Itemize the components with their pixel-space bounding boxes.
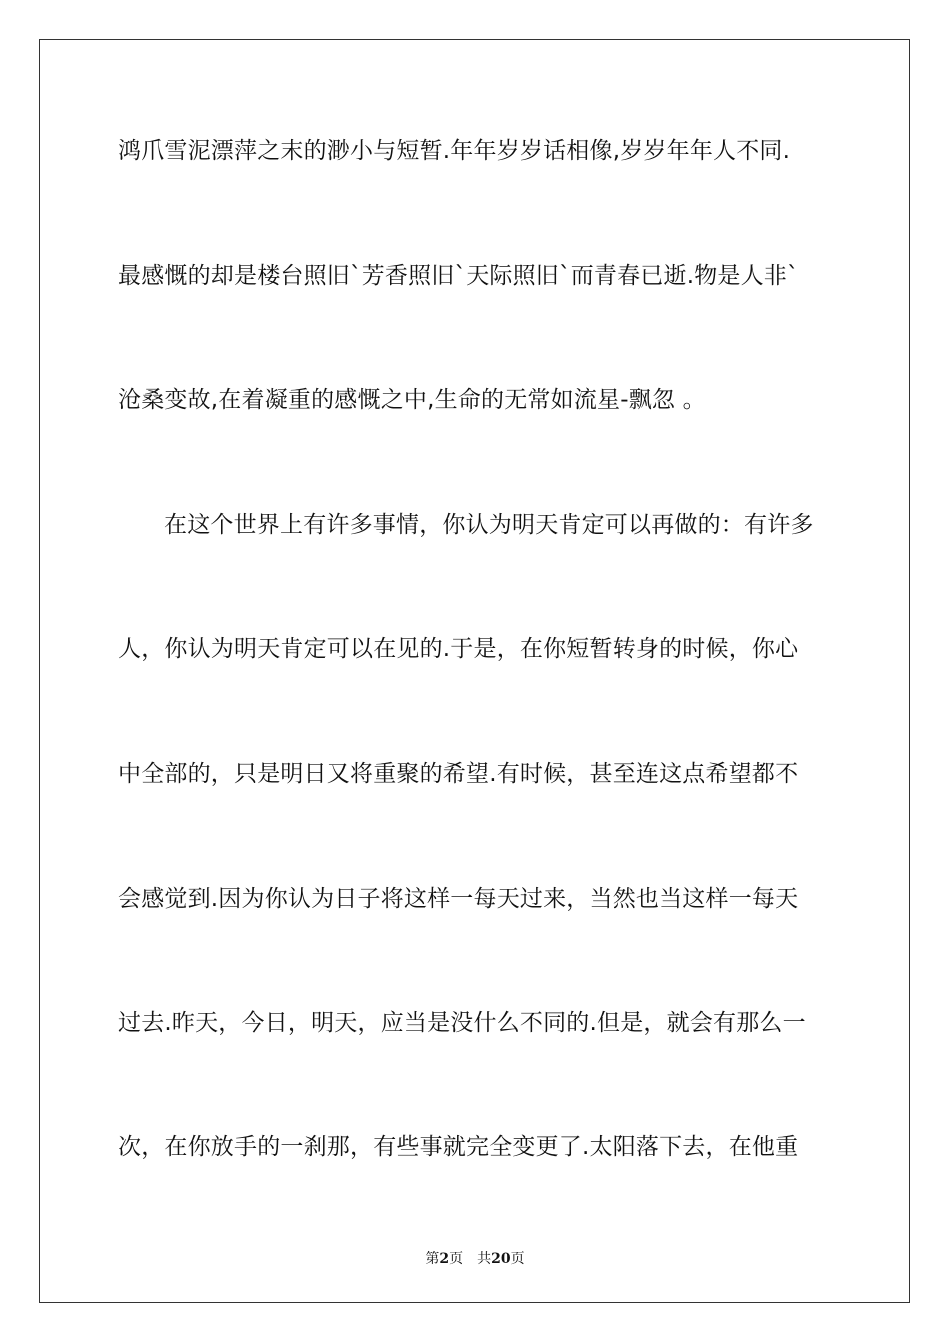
text-line: 鸿爪雪泥漂萍之末的渺小与短暂.年年岁岁话相像,岁岁年年人不同. <box>118 138 791 164</box>
total-pages: 20 <box>491 1251 511 1267</box>
total-suffix: 页 <box>510 1251 525 1267</box>
total-prefix: 共 <box>477 1251 492 1267</box>
text-line: 中全部的，只是明日又将重聚的希望.有时候，甚至连这点希望都不 <box>118 761 799 787</box>
text-line: 沧桑变故,在着凝重的感慨之中,生命的无常如流星-飘忽 。 <box>118 387 706 413</box>
text-line: 最感慨的却是楼台照旧`芳香照旧`天际照旧`而青春已逝.物是人非` <box>118 263 799 289</box>
text-line: 过去.昨天，今日，明天，应当是没什么不同的.但是，就会有那么一 <box>118 1010 806 1036</box>
text-line: 人，你认为明天肯定可以在见的.于是，在你短暂转身的时候，你心 <box>118 636 799 662</box>
page-number: 2 <box>439 1251 450 1267</box>
page-border <box>39 39 910 1303</box>
text-line: 会感觉到.因为你认为日子将这样一每天过来，当然也当这样一每天 <box>118 886 799 912</box>
page-prefix: 第 <box>425 1251 440 1267</box>
page-footer <box>0 1248 950 1268</box>
text-line: 次，在你放手的一刹那，有些事就完全变更了.太阳落下去，在他重 <box>118 1134 799 1160</box>
page-suffix: 页 <box>449 1251 464 1267</box>
text-line-indented: 在这个世界上有许多事情，你认为明天肯定可以再做的：有许多 <box>164 512 814 538</box>
